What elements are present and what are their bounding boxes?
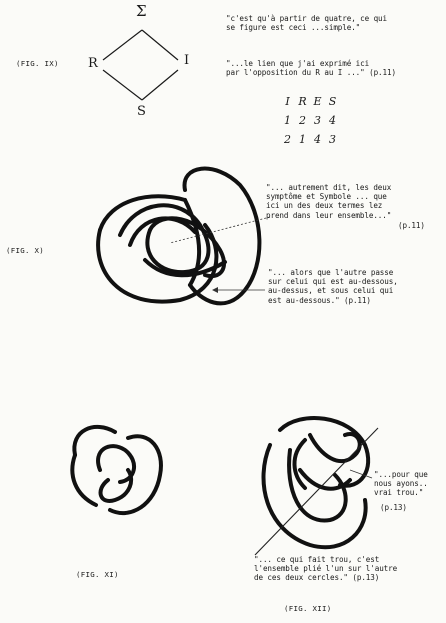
table-cell: I [285, 95, 290, 108]
fig9-quote-2: "...le lien que j'ai exprimé ici par l'opposition du R au I ..." (p.11) [226, 59, 396, 78]
node-r: R [88, 56, 98, 71]
fig11-label: (FIG. XI) [76, 570, 119, 579]
table-cell: 4 [314, 133, 321, 146]
table-cell: S [328, 95, 337, 108]
node-s: S [137, 104, 146, 119]
fig11-knot [72, 427, 161, 513]
table-cell: 3 [314, 114, 321, 127]
fig9-diamond [103, 30, 178, 100]
fig9-label: (FIG. IX) [16, 59, 59, 68]
node-i: I [184, 53, 190, 68]
table-cell: 1 [284, 114, 291, 127]
fig12-label: (FIG. XII) [284, 604, 332, 613]
fig10-quote-2: "... alors que l'autre passe sur celui qui est au-dessous, au-dessus, et sous celui qui est au-dessous." (p.11) [268, 268, 398, 305]
fig10-label: (FIG. X) [6, 246, 44, 255]
fig10-knot [98, 169, 259, 304]
table-row [280, 109, 340, 128]
table-row [280, 128, 340, 147]
arrowhead-icon [212, 287, 218, 293]
table-cell: 3 [329, 133, 336, 146]
fig10-quote-1: "... autrement dit, les deux symptôme et Symbole ... que ici un des deux termes lez prend dans leur ensemble..." [266, 183, 392, 220]
fig12-quote-1-page: (p.13) [380, 503, 407, 512]
table-header-row [280, 90, 340, 109]
node-sigma: Σ [136, 2, 147, 20]
fig12-quote-1: "...pour que nous ayons.. vrai trou." [374, 470, 428, 498]
fig12-knot [263, 418, 368, 547]
table-cell: R [298, 95, 307, 108]
fig9-quote-1: "c'est qu'à partir de quatre, ce qui se figure est ceci ...simple." [226, 14, 387, 33]
fig9-table [280, 90, 340, 147]
table-cell: 4 [329, 114, 336, 127]
fig12-quote-2: "... ce qui fait trou, c'est l'ensemble plié l'un sur l'autre de ces deux cercles." (p.13) [254, 555, 398, 583]
table-cell: 1 [299, 133, 306, 146]
fig10-quote-1-page: (p.11) [398, 221, 425, 230]
table-cell: E [313, 95, 322, 108]
table-cell: 2 [284, 133, 291, 146]
table-cell: 2 [299, 114, 306, 127]
